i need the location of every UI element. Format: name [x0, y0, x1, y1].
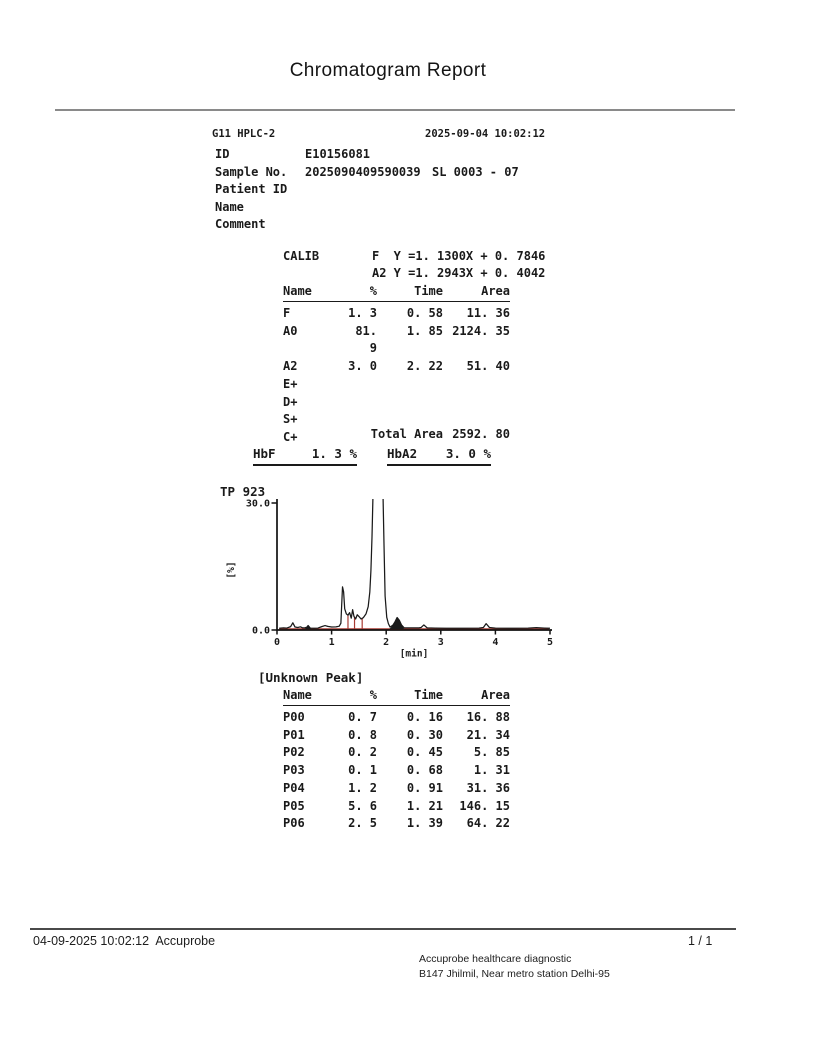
cell-time: 0. 58 — [406, 306, 443, 320]
cell-name: P02 — [283, 745, 305, 760]
cell-pct: 0. 8 — [348, 727, 377, 742]
table-row — [283, 815, 510, 833]
table-row — [283, 762, 510, 780]
hba2-summary — [387, 446, 491, 466]
calib-equation-f: F Y =1. 1300X + 0. 7846 — [372, 249, 546, 263]
hba2-value: 3. 0 % — [445, 446, 491, 461]
sample-no-label: Sample No. — [215, 164, 288, 179]
header-divider — [55, 109, 735, 111]
cell-time: 2. 22 — [406, 359, 443, 374]
calib-label: CALIB — [283, 249, 320, 263]
table-row — [283, 709, 510, 727]
table-row — [283, 358, 510, 376]
name-label: Name — [215, 199, 244, 214]
col-area: Area — [481, 688, 510, 702]
cell-name: A0 — [283, 323, 298, 338]
table-row — [283, 305, 510, 323]
chromatogram-plot — [218, 482, 558, 662]
col-area: Area — [481, 284, 510, 298]
calib-equation-a2: A2 Y =1. 2943X + 0. 4042 — [372, 265, 546, 280]
unknown-peak-table-header — [283, 688, 510, 706]
unknown-peak-title: [Unknown Peak] — [258, 670, 364, 685]
sample-no-extra: SL 0003 - 07 — [432, 164, 519, 179]
info-row-sample-no — [215, 165, 519, 179]
svg-text:1: 1 — [328, 637, 335, 648]
cell-name: S+ — [283, 412, 298, 427]
cell-area: 16. 88 — [466, 710, 510, 724]
table-row — [283, 798, 510, 816]
table-row — [283, 780, 510, 798]
page-title: Chromatogram Report — [289, 60, 487, 81]
cell-area: 5. 85 — [473, 745, 510, 760]
calib-line-1 — [283, 249, 545, 263]
footer-org-name: Accuprobe healthcare diagnostic — [419, 953, 572, 965]
total-area-value: 2592. 80 — [452, 427, 510, 441]
svg-text:3: 3 — [437, 637, 444, 648]
cell-name: E+ — [283, 376, 298, 391]
svg-text:4: 4 — [492, 637, 499, 648]
cell-name: P05 — [283, 798, 305, 813]
cell-pct — [343, 376, 377, 394]
hba2-label: HbA2 — [387, 446, 418, 461]
cell-time: 1. 39 — [406, 816, 443, 831]
table-row — [283, 394, 510, 412]
footer-divider — [30, 928, 736, 930]
info-row-patient-id — [215, 182, 432, 196]
svg-text:2: 2 — [383, 637, 390, 648]
svg-text:0.0: 0.0 — [251, 625, 270, 637]
svg-text:0: 0 — [273, 637, 281, 648]
col-time: Time — [414, 688, 443, 702]
cell-name: P01 — [283, 727, 305, 742]
cell-name: P04 — [283, 780, 305, 795]
fraction-table — [283, 284, 510, 447]
svg-text:TP 923: TP 923 — [220, 484, 266, 499]
total-area-label: Total Area — [370, 427, 443, 441]
hbf-value: 1. 3 % — [311, 446, 357, 461]
cell-name: P06 — [283, 816, 305, 831]
sample-no-value: 2025090409590039 — [305, 164, 421, 179]
cell-name: P03 — [283, 763, 305, 778]
table-row — [283, 323, 510, 358]
cell-area — [443, 394, 510, 412]
cell-pct: 0. 7 — [348, 710, 377, 724]
hbf-label: HbF — [253, 446, 276, 461]
svg-text:5: 5 — [546, 637, 554, 648]
cell-pct: 3. 0 — [348, 359, 377, 374]
cell-pct: 0. 1 — [348, 763, 377, 778]
cell-pct: 1. 3 — [348, 306, 377, 320]
svg-text:[%]: [%] — [226, 561, 237, 579]
fraction-table-header — [283, 284, 510, 302]
cell-area: 2124. 35 — [452, 323, 510, 338]
device-name: G11 HPLC-2 — [212, 128, 276, 140]
col-name: Name — [283, 688, 312, 702]
col-time: Time — [414, 284, 443, 298]
cell-time — [377, 394, 443, 412]
cell-area: 11. 36 — [466, 306, 510, 320]
comment-label: Comment — [215, 217, 266, 231]
cell-area — [443, 376, 510, 394]
id-value: E10156081 — [305, 147, 371, 161]
cell-time — [377, 376, 443, 394]
info-row-name — [215, 200, 432, 214]
hbf-summary — [253, 446, 357, 466]
report-datetime: 2025-09-04 10:02:12 — [425, 128, 546, 140]
patient-id-label: Patient ID — [215, 182, 288, 196]
cell-area: 146. 15 — [459, 798, 510, 813]
table-row — [283, 727, 510, 745]
cell-name: D+ — [283, 394, 298, 409]
cell-time: 0. 45 — [406, 745, 443, 760]
cell-name: A2 — [283, 359, 298, 374]
cell-area: 31. 36 — [466, 780, 510, 795]
cell-pct: 0. 2 — [348, 745, 377, 760]
cell-pct: 5. 6 — [348, 798, 377, 813]
cell-area: 1. 31 — [473, 763, 510, 778]
cell-pct: 81. 9 — [355, 323, 377, 356]
cell-time: 1. 85 — [406, 323, 443, 338]
info-row-comment — [215, 217, 432, 231]
svg-text:30.0: 30.0 — [245, 498, 270, 510]
table-row — [283, 744, 510, 762]
cell-name: C+ — [283, 429, 298, 444]
cell-time: 1. 21 — [406, 798, 443, 813]
cell-pct: 1. 2 — [348, 780, 377, 795]
unknown-peak-table — [283, 688, 510, 833]
footer-org-address: B147 Jhilmil, Near metro station Delhi-95 — [419, 968, 610, 980]
cell-time: 0. 91 — [406, 780, 443, 795]
total-area-row — [283, 427, 510, 441]
svg-text:[min]: [min] — [399, 648, 429, 660]
col-pct: % — [369, 284, 377, 298]
table-row — [283, 376, 510, 394]
footer-datetime-app: 04-09-2025 10:02:12 Accuprobe — [33, 934, 216, 948]
col-pct: % — [369, 688, 377, 702]
cell-area: 21. 34 — [466, 727, 510, 742]
cell-name: F — [283, 306, 291, 320]
cell-area: 64. 22 — [466, 816, 510, 831]
cell-time: 0. 68 — [406, 763, 443, 778]
cell-pct — [343, 394, 377, 412]
id-label: ID — [215, 147, 230, 161]
cell-time: 0. 30 — [406, 727, 443, 742]
info-row-id — [215, 147, 432, 161]
cell-pct: 2. 5 — [348, 816, 377, 831]
footer-page-number: 1 / 1 — [688, 934, 713, 948]
cell-area: 51. 40 — [466, 359, 510, 374]
cell-name: P00 — [283, 710, 305, 724]
col-name: Name — [283, 284, 312, 298]
cell-time: 0. 16 — [406, 710, 443, 724]
